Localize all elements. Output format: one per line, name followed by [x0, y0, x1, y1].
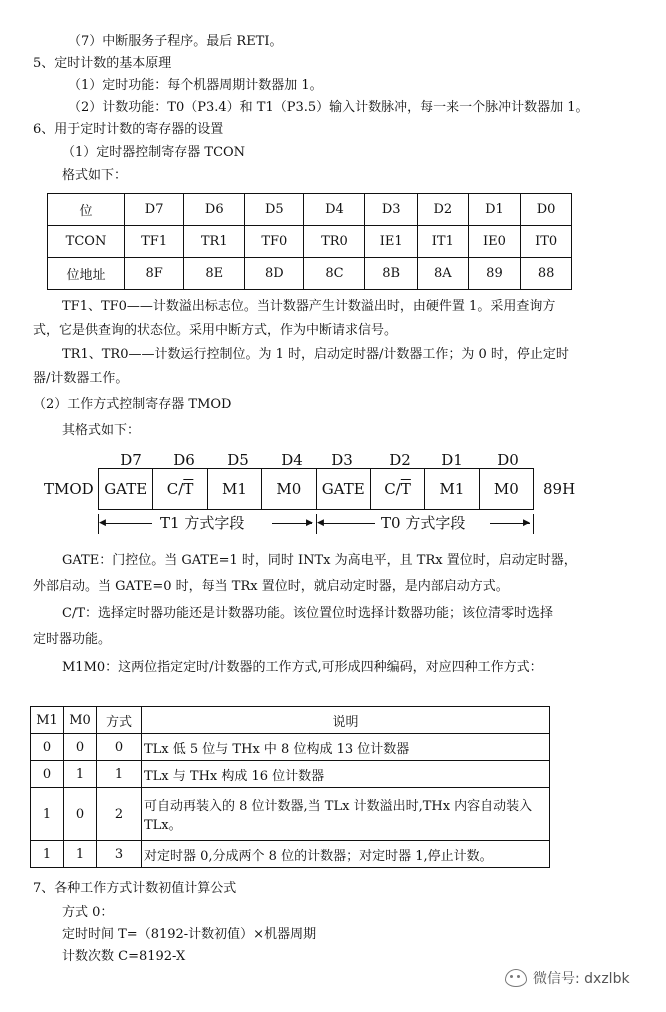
mode-cell: 0 [97, 734, 142, 761]
tmod-register [98, 468, 534, 510]
text-line: 外部启动。当 GATE=0 时，每当 TRx 置位时，就启动定时器，是内部启动方式。 [33, 579, 509, 594]
mode-row [31, 788, 550, 841]
tcon-row [48, 258, 572, 290]
tcon-cell: TR0 [304, 226, 365, 258]
text-line: （1）定时功能：每个机器周期计数器加 1。 [68, 78, 323, 93]
bit-label: D7 [120, 451, 142, 469]
tcon-cell: TF1 [125, 226, 184, 258]
wechat-icon [505, 969, 527, 987]
tcon-cell: 8C [304, 258, 365, 290]
bit-label: D5 [227, 451, 249, 469]
mode-header-row [31, 707, 550, 734]
tcon-cell: D4 [304, 194, 365, 226]
tcon-cell: 8F [125, 258, 184, 290]
bit-label: D0 [497, 451, 519, 469]
mode-desc-cell: 可自动再装入的 8 位计数器,当 TLx 计数溢出时,THx 内容自动装入TLx。 [142, 788, 550, 841]
mode-row [31, 841, 550, 868]
tcon-cell: 89 [468, 258, 521, 290]
tcon-cell: D7 [125, 194, 184, 226]
text-line: 其格式如下： [62, 423, 141, 438]
section-heading: 6、用于定时计数的寄存器的设置 [33, 122, 224, 137]
tmod-name: TMOD [44, 480, 94, 498]
text-line: C/T：选择定时器功能还是计数器功能。该位置位时选择计数器功能；该位清零时选择 [62, 606, 553, 621]
tcon-cell: 8A [417, 258, 468, 290]
tcon-cell: D1 [468, 194, 521, 226]
mode-cell: 0 [64, 734, 97, 761]
tcon-cell: IE1 [365, 226, 418, 258]
mode-header-cell: 方式 [97, 707, 142, 734]
text-line: （2）工作方式控制寄存器 TMOD [33, 397, 232, 412]
text-line: TR1、TR0——计数运行控制位。为 1 时，启动定时器/计数器工作；为 0 时，停止定时 [62, 347, 569, 362]
text-line: 方式 0： [62, 905, 114, 920]
mode-cell: 0 [31, 761, 64, 788]
tcon-cell: IT1 [417, 226, 468, 258]
arrow-left-icon: ◀ [99, 518, 106, 528]
mode-row [31, 734, 550, 761]
section-heading: 7、各种工作方式计数初值计算公式 [33, 881, 237, 896]
tmod-cell: M1 [208, 469, 262, 509]
tmod-address: 89H [543, 480, 576, 498]
mode-row [31, 761, 550, 788]
tcon-cell: 88 [521, 258, 572, 290]
text-line: 计数次数 C=8192-X [62, 949, 186, 964]
tcon-cell: TF0 [245, 226, 304, 258]
text-line: （1）定时器控制寄存器 TCON [62, 145, 246, 160]
tcon-row [48, 194, 572, 226]
field-tick [533, 514, 534, 534]
tcon-table [47, 193, 572, 290]
text-line: 定时时间 T=（8192-计数初值）×机器周期 [62, 927, 317, 942]
mode-cell: 1 [64, 841, 97, 868]
section-heading: 5、定时计数的基本原理 [33, 56, 172, 71]
tcon-cell: IT0 [521, 226, 572, 258]
bit-label: D1 [441, 451, 463, 469]
mode-table [30, 706, 550, 868]
mode-desc-cell: TLx 与 THx 构成 16 位计数器 [142, 761, 550, 788]
tcon-cell: IE0 [468, 226, 521, 258]
mode-cell: 1 [31, 788, 64, 841]
text-line: TF1、TF0——计数溢出标志位。当计数器产生计数溢出时，由硬件置 1。采用查询方 [62, 299, 556, 314]
tcon-cell: 8E [184, 258, 245, 290]
tmod-cell: C/ $\overline{T}$ [153, 469, 207, 509]
arrow-left-icon: ◀ [317, 518, 324, 528]
text-line: 格式如下： [62, 168, 128, 183]
mode-cell: 1 [31, 841, 64, 868]
arrow-right-icon: ▶ [306, 518, 313, 528]
text-line: 定时器功能。 [33, 632, 112, 647]
mode-desc-cell: 对定时器 0,分成两个 8 位的计数器；对定时器 1,停止计数。 [142, 841, 550, 868]
tcon-cell: 位 [48, 194, 125, 226]
text-line: M1M0：这两位指定定时/计数器的工作方式,可形成四种编码，对应四种工作方式： [62, 660, 543, 675]
bit-label: D2 [389, 451, 411, 469]
mode-header-cell: M0 [64, 707, 97, 734]
mode-cell: 0 [31, 734, 64, 761]
bit-label: D4 [281, 451, 303, 469]
tcon-cell: 位地址 [48, 258, 125, 290]
text-line: 式，它是供查询的状态位。采用中断方式，作为中断请求信号。 [33, 323, 398, 338]
tcon-cell: TCON [48, 226, 125, 258]
tmod-cell: GATE [99, 469, 153, 509]
watermark [505, 968, 630, 988]
text-line: （7）中断服务子程序。最后 RETI。 [68, 34, 283, 49]
tcon-cell: D6 [184, 194, 245, 226]
watermark-text: 微信号: dxzlbk [533, 971, 630, 987]
mode-cell: 2 [97, 788, 142, 841]
tmod-cell: M0 [262, 469, 316, 509]
bit-label: D3 [331, 451, 353, 469]
tcon-cell: 8D [245, 258, 304, 290]
bit-label: D6 [173, 451, 195, 469]
tcon-cell: TR1 [184, 226, 245, 258]
mode-cell: 1 [97, 761, 142, 788]
tcon-cell: D0 [521, 194, 572, 226]
tmod-cell: M1 [425, 469, 479, 509]
t0-arrow-line [320, 523, 375, 524]
mode-header-cell: M1 [31, 707, 64, 734]
t0-field-label: T0 方式字段 [381, 514, 466, 532]
tmod-cell: GATE [317, 469, 371, 509]
text-line: GATE：门控位。当 GATE=1 时，同时 INTx 为高电平，且 TRx 置位时，启动定时器， [62, 553, 577, 568]
mode-desc-cell: TLx 低 5 位与 THx 中 8 位构成 13 位计数器 [142, 734, 550, 761]
tcon-cell: D5 [245, 194, 304, 226]
tcon-row [48, 226, 572, 258]
text-line: 器/计数器工作。 [33, 371, 129, 386]
tcon-cell: D2 [417, 194, 468, 226]
mode-cell: 3 [97, 841, 142, 868]
mode-header-cell: 说明 [142, 707, 550, 734]
arrow-right-icon: ▶ [523, 518, 530, 528]
t1-arrow-line [102, 523, 152, 524]
tcon-cell: 8B [365, 258, 418, 290]
t1-field-label: T1 方式字段 [160, 514, 245, 532]
tmod-cell: C/ $\overline{T}$ [371, 469, 425, 509]
mode-cell: 0 [64, 788, 97, 841]
mode-cell: 1 [64, 761, 97, 788]
tcon-cell: D3 [365, 194, 418, 226]
text-line: （2）计数功能：T0（P3.4）和 T1（P3.5）输入计数脉冲，每一来一个脉冲计数器加 1。 [68, 100, 589, 115]
tmod-cell: M0 [493, 480, 519, 498]
